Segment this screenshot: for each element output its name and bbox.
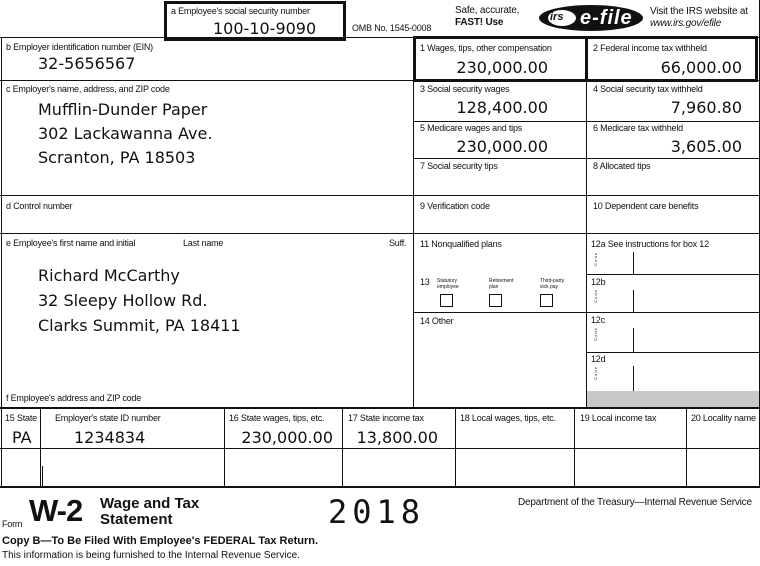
ssn-value: 100-10-9090 [213,19,317,38]
fast-use-text: FAST! Use [455,17,504,28]
employee-name-label: e Employee's first name and initial [6,238,136,248]
visit-irs-text: Visit the IRS website at [650,6,748,17]
box1-value: 230,000.00 [456,58,548,77]
box14-label: 14 Other [420,316,454,326]
omb-number: OMB No. 1545-0008 [352,23,432,33]
state-id-value: 1234834 [74,428,146,447]
box16-label: 16 State wages, tips, etc. [229,413,325,423]
box12c-label: 12c [591,315,605,325]
irs-efile-url: www.irs.gov/efile [650,18,722,29]
safe-accurate-text: Safe, accurate, [455,5,520,16]
box12d-divider [633,366,634,391]
box13-sick-pay-label: Third-party sick pay [540,278,565,290]
employee-name: Richard McCarthy [38,266,180,285]
employee-suffix-label: Suff. [389,238,407,248]
box1-label: 1 Wages, tips, other compensation [420,43,552,53]
box19-label: 19 Local income tax [580,413,657,423]
box11-label: 11 Nonqualified plans [420,239,502,249]
statutory-employee-checkbox[interactable] [440,294,453,307]
box12a-divider [633,252,634,274]
employee-address-line1: 32 Sleepy Hollow Rd. [38,291,208,310]
box12b-code-label: C o d e [593,290,598,303]
box12c-divider [633,328,634,352]
retirement-plan-checkbox[interactable] [489,294,502,307]
efile-irs-text: irs [550,11,564,23]
box8-label: 8 Allocated tips [593,161,651,171]
box13-label: 13 [420,277,430,287]
box15-label: 15 State [5,413,37,423]
copy-b-text: Copy B—To Be Filed With Employee's FEDERAL Tax Return. [2,535,319,547]
employer-name: Mufflin-Dunder Paper [38,100,208,119]
state-value: PA [12,428,32,447]
box7-label: 7 Social security tips [420,161,498,171]
box4-value: 7,960.80 [670,98,742,117]
box16-value: 230,000.00 [241,428,333,447]
form-title-line1: Wage and Tax [100,495,200,512]
ein-label: b Employer identification number (EIN) [6,42,153,52]
ein-value: 32-5656567 [38,54,136,73]
box12d-label: 12d [591,354,606,364]
form-name-w2: W-2 [29,493,83,528]
box5-value: 230,000.00 [456,137,548,156]
box10-label: 10 Dependent care benefits [593,201,699,211]
department-text: Department of the Treasury—Internal Revenue Service [518,497,752,508]
box17-value: 13,800.00 [356,428,438,447]
box9-label: 9 Verification code [420,201,490,211]
box12a-label: 12a See instructions for box 12 [591,239,709,249]
box13-statutory-label: Statutory employee [437,278,459,290]
box2-value: 66,000.00 [660,58,742,77]
employee-address-label: f Employee's address and ZIP code [6,393,142,403]
box12a-code-label: C o d e [593,253,598,266]
box5-label: 5 Medicare wages and tips [420,123,523,133]
ssn-label: a Employee's social security number [171,6,310,16]
box2-label: 2 Federal income tax withheld [593,43,707,53]
box4-label: 4 Social security tax withheld [593,84,703,94]
control-number-label: d Control number [6,201,73,211]
efile-text: e‑file [580,7,633,29]
form-word: Form [2,519,23,529]
box6-label: 6 Medicare tax withheld [593,123,683,133]
form-title-line2: Statement [100,511,173,528]
box20-label: 20 Locality name [691,413,756,423]
furnished-text: This information is being furnished to the Internal Revenue Service. [2,550,300,561]
tax-year: 2018 [328,493,426,531]
employer-address-line1: 302 Lackawanna Ave. [38,124,213,143]
third-party-sick-pay-checkbox[interactable] [540,294,553,307]
state-id-label: Employer's state ID number [55,413,161,423]
box12c-code-label: C o d e [593,328,598,341]
employer-address-line2: Scranton, PA 18503 [38,148,196,167]
box13-retirement-label: Retirement plan [489,278,514,290]
box17-label: 17 State income tax [348,413,424,423]
box3-label: 3 Social security wages [420,84,510,94]
box12b-divider [633,290,634,312]
box3-value: 128,400.00 [456,98,548,117]
box18-label: 18 Local wages, tips, etc. [460,413,556,423]
box6-value: 3,605.00 [670,137,742,156]
box12b-label: 12b [591,277,606,287]
box12d-code-label: C o d e [593,367,598,380]
employee-last-name-label: Last name [183,238,224,248]
box12-shaded-area [587,391,759,407]
employee-address-line2: Clarks Summit, PA 18411 [38,316,241,335]
employer-name-label: c Employer's name, address, and ZIP code [6,84,170,94]
efile-logo [538,4,644,32]
